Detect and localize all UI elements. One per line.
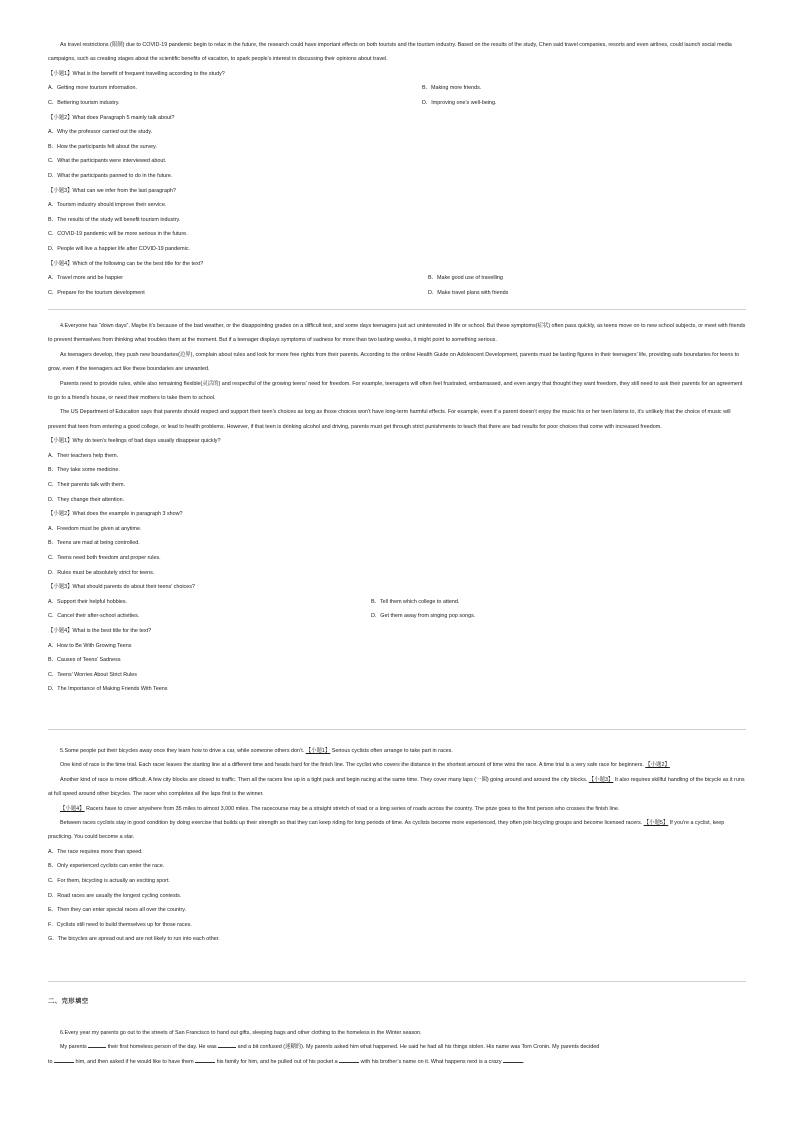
- option-d[interactable]: D．People will live a happier life after COVID-19 pandemic.: [48, 245, 191, 252]
- option-a[interactable]: A．Travel more and be happier: [48, 275, 124, 282]
- option-a[interactable]: A．Their teachers help them.: [48, 452, 119, 459]
- option-b[interactable]: B．Making more friends.: [422, 85, 482, 92]
- passage-text: Racers have to cover anywhere from 35 miles to almost 3,000 miles. The racecourse may be a straight stretch of road or a long series of roads across the country. The prize goes to the first person who crosses the finish line.: [86, 805, 620, 812]
- passage-paragraph: [48, 1055, 746, 1069]
- option-c[interactable]: C．What the participants were interviewed about.: [48, 158, 167, 165]
- option-b[interactable]: B．Make good use of travelling: [428, 275, 503, 282]
- passage-paragraph: [48, 744, 746, 758]
- passage-text: .: [523, 1058, 525, 1065]
- option-b[interactable]: B．Tell them which college to attend.: [371, 598, 460, 605]
- blank-4[interactable]: 【小题4】: [60, 805, 85, 812]
- section-cloze: [48, 1026, 746, 1069]
- cloze-blank[interactable]: [339, 1062, 359, 1063]
- divider: [48, 729, 746, 730]
- passage-text: with his brother’s name on it. What happens next is a crazy: [360, 1058, 502, 1065]
- passage-text: 5.Some people put their bicycles away once they learn how to drive a car, while someone others don’t.: [60, 748, 305, 754]
- option-b[interactable]: B．Only experienced cyclists can enter the race.: [48, 863, 165, 870]
- passage-text: his family for him, and he pulled out of his pocket a: [216, 1058, 338, 1065]
- question-4: 【小题4】What is the best title for the text?: [48, 627, 152, 634]
- section-teens-down-days: [48, 319, 746, 697]
- question-1: 【小题1】What is the benefit of frequent travelling according to the study?: [48, 70, 225, 77]
- section-cycling-races: [48, 744, 746, 947]
- options-row: [48, 271, 746, 286]
- option-c[interactable]: C．Teens need both freedom and proper rules.: [48, 555, 161, 561]
- passage-text: Serious cyclists often arrange to take part in races.: [331, 748, 453, 754]
- option-d[interactable]: D．What the participants panned to do in the future.: [48, 172, 173, 179]
- option-c[interactable]: C．Bettering tourism industry.: [48, 100, 120, 106]
- option-d[interactable]: D．Rules must be absolutely strict for teens.: [48, 569, 155, 576]
- passage-text: to: [48, 1058, 53, 1065]
- passage-text: If you’re a cyclist, keep practicing. You could become a star.: [48, 820, 725, 841]
- option-c[interactable]: C．For them, bicycling is actually an exciting sport.: [48, 878, 170, 885]
- option-b[interactable]: B．The results of the study will benefit tourism industry.: [48, 216, 181, 223]
- cloze-blank[interactable]: [503, 1062, 523, 1063]
- option-d[interactable]: D．Road races are usually the longest cycling contests.: [48, 892, 182, 899]
- blank-1[interactable]: 【小题1】: [305, 748, 331, 754]
- option-g[interactable]: G．The bicycles are spread out and are not likely to run into each other.: [48, 936, 220, 943]
- passage-paragraph: 6.Every year my parents go out to the streets of San Francisco to hand out gifts, sleeping bags and other clothing to the homeless in the Winter season.: [60, 1030, 422, 1036]
- passage-paragraph: As teenagers develop, they push new boundaries(边界), complain about rules and look for more free rights from their parents. According to the online Health Guide on Adolescent Development, parents must be lasting figures in their teenagers’ life, providing safe boundaries for teens to grow, even if the teenagers act like these boundaries are unwanted.: [48, 351, 740, 373]
- cloze-blank[interactable]: [88, 1047, 106, 1048]
- cloze-blank[interactable]: [218, 1047, 236, 1048]
- option-d[interactable]: D．The Importance of Making Friends With Teens: [48, 686, 168, 693]
- option-a[interactable]: A．The race requires more than speed.: [48, 848, 143, 855]
- option-a[interactable]: A．Freedom must be given at anytime.: [48, 525, 142, 532]
- passage-paragraph: [48, 1040, 746, 1054]
- divider: [48, 981, 746, 982]
- option-d[interactable]: D．Make travel plans with friends: [428, 289, 509, 296]
- option-a[interactable]: A．How to Be With Growing Teens: [48, 642, 132, 649]
- passage-text: their first homeless person of the day. He was: [107, 1044, 217, 1051]
- option-c[interactable]: C．Teens’ Worries About Strict Rules: [48, 671, 137, 678]
- passage-text: It also requires skillful handling of the bicycle as it runs at full speed around other bicycles. The racer who completes all the laps first is the winner.: [48, 776, 745, 798]
- passage-text: One kind of race is the time trial. Each racer leaves the starting line at a different time and heads hard for the finish line. The cyclist who covers the distance in the shortest amount of time wins the race. A time trial is a very safe race for beginners.: [60, 762, 644, 769]
- option-c[interactable]: C．COVID-19 pandemic will be more serious in the future.: [48, 231, 188, 238]
- options-row: [48, 595, 746, 610]
- option-d[interactable]: D．Get them away from singing pop songs.: [371, 613, 476, 620]
- options-row: [48, 81, 746, 96]
- question-2: 【小题2】What does Paragraph 5 mainly talk about?: [48, 114, 175, 121]
- question-2: 【小题2】What does the example in paragraph 3 show?: [48, 511, 183, 518]
- option-a[interactable]: A．Tourism industry should improve their service.: [48, 202, 167, 209]
- option-b[interactable]: B．How the participants felt about the survey.: [48, 143, 157, 150]
- passage-text: and a bit confused (迷糊的). My parents asked him what happened. He said he had all his things stolen. His name was Tom Cronin. My parents decided: [237, 1044, 600, 1051]
- option-d[interactable]: D．They change their attention.: [48, 496, 125, 503]
- cloze-blank[interactable]: [54, 1062, 74, 1063]
- option-a[interactable]: A．Getting more tourism information.: [48, 85, 137, 92]
- options-row: [48, 286, 746, 301]
- options-row: [48, 96, 746, 111]
- blank-5[interactable]: 【小题5】: [643, 820, 669, 827]
- question-1: 【小题1】Why do teen’s feelings of bad days usually disappear quickly?: [48, 438, 221, 445]
- passage-paragraph: As travel restrictions (限制) due to COVID-19 pandemic begin to relax in the future, the research could have important effects on both tourists and the tourism industry. Based on the results of the study, Chen said travel companies, resorts and even airlines, could launch social media campaigns, such as creating stages about the scientific benefits of vacation, to spark people’s interest in discussing their opinions about travel.: [48, 42, 732, 63]
- option-b[interactable]: B．They take some medicine.: [48, 467, 120, 474]
- passage-paragraph: 4.Everyone has “down days”. Maybe it’s because of the bad weather, or the disappointing grades on a difficult test, and some days teenagers just act uninterested in life or school. But these symptoms(症状) often pass quickly, as teens move on to new school subjects, or meet with friends to prevent themselves from thinking what troubles them at the moment. But if a teenager displays symptoms of sadness for more than two lasting weeks, it might point to something serious.: [48, 323, 746, 344]
- passage-paragraph: [48, 773, 746, 802]
- option-d[interactable]: D．Improving one’s well-being.: [422, 100, 497, 106]
- option-f[interactable]: F．Cyclists still need to build themselves up for those races.: [48, 921, 192, 928]
- option-c[interactable]: C．Prepare for the tourism development: [48, 289, 145, 296]
- option-b[interactable]: B．Teens are mad at being controlled.: [48, 540, 140, 547]
- section-travel-study: [48, 38, 746, 300]
- option-b[interactable]: B．Causes of Teens’ Sadness: [48, 657, 121, 664]
- section-heading: 二、完形填空: [48, 998, 89, 1005]
- cloze-blank[interactable]: [195, 1062, 215, 1063]
- passage-paragraph: [48, 816, 746, 845]
- question-3: 【小题3】What should parents do about their teens’ choices?: [48, 584, 195, 591]
- option-a[interactable]: A．Support their helpful hobbies.: [48, 598, 128, 605]
- passage-paragraph: The US Department of Education says that parents should respect and support their teen’s choices as long as those choices won’t have long-term harmful effects. For example, even if a parent doesn’t enjoy the music his or her teen listens to, it’s unlikely that the choice of music will prevent that teen from entering a good college, or lead to health problems. However, if that teen is drinking alcohol and driving, parents must get through strict punishments to teach that there are bad results for poor choices that come with increased freedom.: [48, 409, 731, 430]
- passage-paragraph: Parents need to provide rules, while also remaining flexible(灵活的) and respectful of the growing teens’ need for freedom. For example, teenagers will often feel frustrated, embarrassed, and even angry that thought they want freedom, they still need to ask their parents for an agreement to go to a friend’s house, or need their mothers to take them to school.: [48, 380, 743, 402]
- question-3: 【小题3】What can we infer from the last paragraph?: [48, 187, 176, 194]
- option-e[interactable]: E．Then they can enter special races all over the country.: [48, 907, 187, 914]
- passage-paragraph: [48, 802, 746, 816]
- passage-text: Another kind of race is more difficult. A few city blocks are closed to traffic. Then all the racers line up in a tight pack and begin racing at the same time. They cover many laps (一圈) going around and around the city blocks.: [60, 776, 588, 783]
- option-c[interactable]: C．Cancel their after-school activities.: [48, 613, 140, 620]
- option-a[interactable]: A．Why the professor carried out the study.: [48, 129, 153, 136]
- question-4: 【小题4】Which of the following can be the best title for the text?: [48, 260, 204, 267]
- blank-3[interactable]: 【小题3】: [588, 776, 614, 783]
- blank-2[interactable]: 【小题2】: [645, 762, 670, 769]
- passage-text: My parents: [60, 1044, 87, 1051]
- divider: [48, 309, 746, 310]
- option-c[interactable]: C．Their parents talk with them.: [48, 482, 125, 489]
- options-row: [48, 609, 746, 624]
- passage-text: him, and then asked if he would like to have them: [75, 1058, 194, 1065]
- passage-paragraph: [48, 758, 746, 772]
- passage-text: Between races cyclists stay in good condition by doing exercise that builds up their strength so that they can keep riding for long periods of time. As cyclists become more experienced, they often join bicycling groups and become licensed racers.: [60, 820, 643, 827]
